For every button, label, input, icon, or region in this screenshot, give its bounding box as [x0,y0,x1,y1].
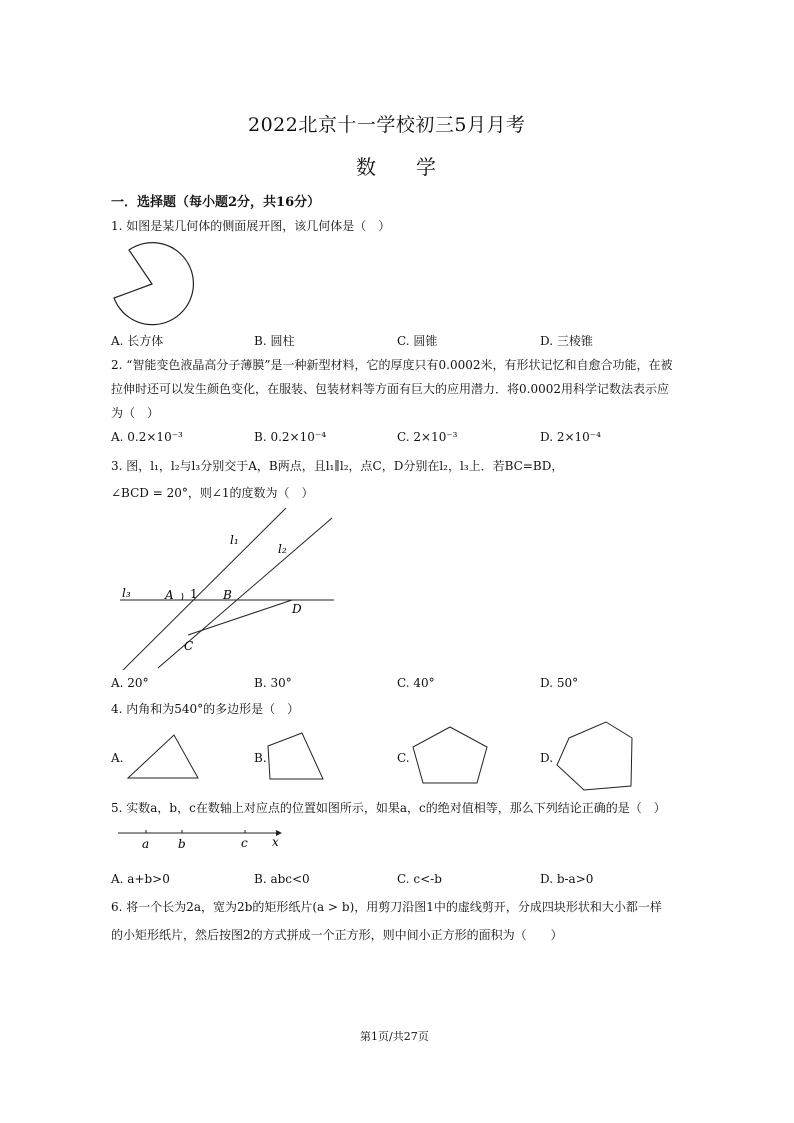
question-5-stem: 5. 实数a，b，c在数轴上对应点的位置如图所示，如果a，c的绝对值相等，那么下列结论正确的是（ ） [111,801,666,815]
question-1-stem: 1. 如图是某几何体的侧面展开图，该几何体是（ ） [111,219,391,233]
q3-option-b: B. 30° [254,676,292,690]
label-b: B [223,588,232,602]
axis-label-a: a [142,837,150,851]
q4-label-a: A. [111,751,124,765]
axis-label-x: x [272,835,279,849]
sector-shape [114,243,193,325]
q3-option-c: C. 40° [397,676,435,690]
line-l1 [110,508,286,670]
q4-label-b: B. [254,751,267,765]
question-3-line-1: 3. 图，l₁，l₂与l₃分别交于A，B两点，且l₁∥l₂，点C，D分别在l₂，l₃上．若BC=BD， [111,459,564,473]
q3-geometry-figure [110,500,350,670]
q2-option-d: D. 2×10⁻⁴ [540,430,601,444]
label-l1: l₁ [230,533,239,547]
q1-option-a: A. 长方体 [111,334,164,348]
question-4-stem: 4. 内角和为540°的多边形是（ ） [111,702,300,716]
q4-quadrilateral [266,730,326,782]
question-6-line-1: 6. 将一个长为2a，宽为2b的矩形纸片(a > b)，用剪刀沿图1中的虚线剪开，分成四块形状和大小都一样 [111,900,662,914]
segment-cd [188,600,292,635]
page-title: 2022北京十一学校初三5月月考 [248,114,526,136]
q3-option-d: D. 50° [540,676,579,690]
label-a: A [165,588,174,602]
q5-option-d: D. b-a>0 [540,872,594,886]
angle-1-arc [182,593,183,600]
q4-triangle [126,732,202,782]
question-6-line-2: 的小矩形纸片，然后按图2的方式拼成一个正方形，则中间小正方形的面积为（ ） [111,928,563,942]
axis-label-b: b [178,837,186,851]
q5-number-line [116,826,286,854]
label-angle-1: 1 [190,587,198,601]
q4-hexagon [554,720,636,792]
page-number: 第1页/共27页 [360,1030,429,1043]
section-heading: 一．选择题（每小题2分，共16分） [111,195,321,210]
q4-label-c: C. [397,751,410,765]
q1-option-b: B. 圆柱 [254,334,295,348]
subject-title: 数 学 [356,155,436,179]
q4-pentagon [410,725,490,787]
label-l3: l₃ [122,586,131,600]
q5-option-b: B. abc<0 [254,872,310,886]
axis-label-c: c [241,836,248,850]
q5-option-c: C. c<-b [397,872,442,886]
q3-option-a: A. 20° [111,676,149,690]
label-d: D [292,602,302,616]
question-2-line-1: 2. “智能变色液晶高分子薄膜”是一种新型材料，它的厚度只有0.0002米，有形状记忆和自愈合功能，在被 [111,358,673,372]
q1-option-c: C. 圆锥 [397,334,438,348]
q2-option-a: A. 0.2×10⁻³ [111,430,183,444]
q4-label-d: D. [540,751,554,765]
question-3-line-2: ∠BCD = 20°，则∠1的度数为（ ） [111,486,314,500]
question-2-line-3: 为（ ） [111,406,160,420]
question-2-line-2: 拉伸时还可以发生颜色变化，在服装、包装材料等方面有巨大的应用潜力．将0.0002用科学记数法表示应 [111,382,669,396]
q5-option-a: A. a+b>0 [111,872,170,886]
q1-sector-figure [108,240,198,330]
q2-option-b: B. 0.2×10⁻⁴ [254,430,326,444]
label-c: C [184,639,194,653]
q2-option-c: C. 2×10⁻³ [397,430,458,444]
label-l2: l₂ [278,542,287,556]
q1-option-d: D. 三棱锥 [540,334,593,348]
